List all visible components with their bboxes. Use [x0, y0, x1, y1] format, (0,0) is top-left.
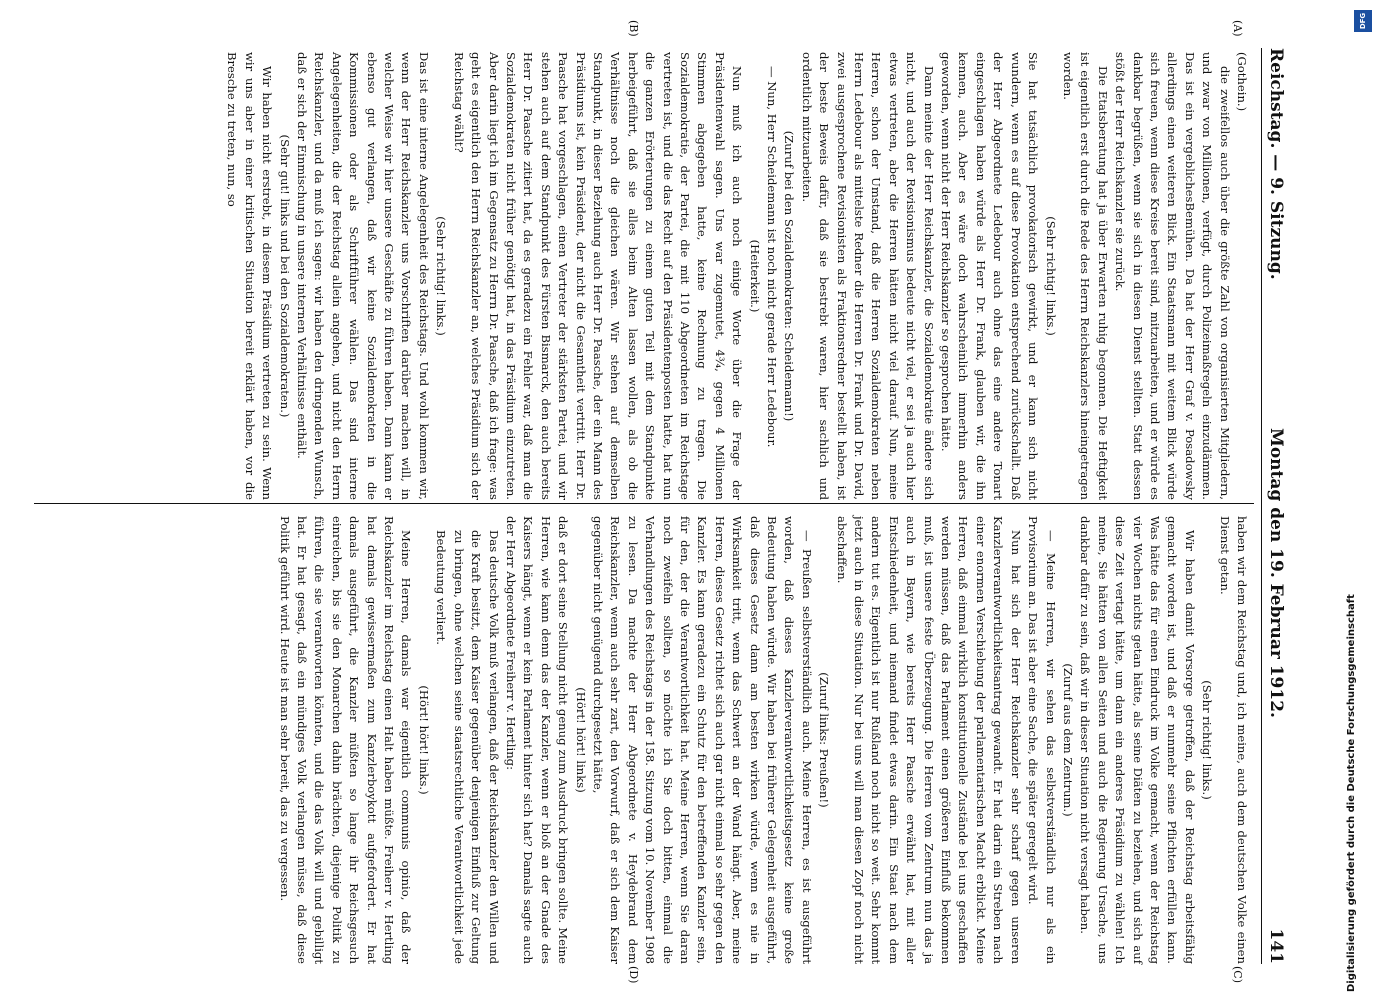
paragraph: (Sehr richtig! links.): [434, 216, 449, 336]
paragraph: Das deutsche Volk muß verlangen, daß der Reichskanzler den Willen und die Kraft besitzt, dem Kaiser gegenüber denjenigen Einfluß zur Geltung zu bringen, ohne welchen seine staatsrechtliche Verantwortlichkeit jede Bedeutung verliert.: [434, 530, 501, 964]
paragraph: daß er dort seine Stellung nicht genug zum Ausdruck bringen sollte. Meine Herren, wie kann denn das der Kanzler, wenn er bloß an der Gnade des Kaisers hängt, wenn er kein Parlament hinter sich hat? Damals sagte auch der Herr Abgeordnete Freiherr v. Hertling:: [503, 516, 571, 964]
paragraph: (Zuruf bei den Sozialdemokraten: Scheidemann!): [782, 130, 797, 422]
paragraph: Meine Herren, damals war eigentlich communis opinio, daß der Reichskanzler im Reichstag einen Halt haben müßte. Freiherr v. Hertling hat damals gewissermaßen zum Kanzlerboykott aufgefordert. Er hat damals ausgeführt, die Kanzler müßten so lange ihr Reichsgesuch einreichen, bis sie den Monarchen dahin brächten, diejenige Politik zu führen, die sie verantworten könnten, und die das Volk will und gebilligt hat. Er hat gesagt, daß ein mündiges Volk verlangen müsse, daß diese Politik geführt wird. Heute ist man sehr bereit, das zu vergessen.: [277, 516, 414, 964]
paragraph: — Meine Herren, wir sehen das selbstverständlich nur als ein Provisorium an. Das ist aber eine Sache, die später geregelt wird.: [1026, 516, 1058, 964]
paragraph: (Sehr gut! links und bei den Sozialdemokraten.): [277, 134, 292, 418]
paragraph: Dann meinte der Herr Reichskanzler, die Sozialdemokratie ändere sich nicht, und auch der Revisionismus bedeute nicht viel, er sei ja auch hier etwas vertreten, aber die Herren hätten nicht viel darauf. Nun, meine Herren, schon der Umstand, daß die Herren Sozialdemokraten neben Herrn Ledebour als mittelste Redner die Herren Dr. Frank und Dr. David, zwei ausgesprochene Revisionisten als Fraktionsredner bestellt haben, ist der beste Beweis dafür, daß sie bestrebt waren, hier sachlich und ordentlich mitzuarbeiten.: [799, 52, 936, 500]
digitization-sidebar: [1340, 0, 1383, 1000]
paragraph: die zweifellos auch über die größte Zahl von organisierten Mitgliedern, und zwar von Millionen, verfügt, durch Polizeimaßregeln einzudämmen. Das ist ein vergeblichesBemühen. Da hat der Herr Graf v. Posadowsky allerdings einen weiteren Blick. Ein Staatsmann mit weitem Blick würde sich freuen, wenn diese Kreise bereit sind, mitzuarbeiten, und er würde es dankbar begrüßen, wenn sie sich in diesen Dienst stellten. Statt dessen stößt der Herr Reichskanzler sie zurück.: [1113, 52, 1232, 500]
paragraph: Die Etatsberatung hat ja über Erwarten ruhig begonnen. Die Heftigkeit ist eigentlich erst durch die Rede des Herrn Reichskanzlers hineingetragen worden.: [1060, 52, 1110, 500]
paragraph: Wir haben damit Vorsorge getroffen, daß der Reichstag arbeitsfähig gemacht worden ist, und daß er nunmehr seine Pflichten erfüllen kann. Was hätte das für einen Eindruck im Volke gemacht, wenn der Reichstag vier Wochen nichts getan hätte, als seine Diäten zu beziehen, und sich auf diese Zeit vertagt hätte, um dann ein anderes Präsidium zu wählen! Ich meine, Sie hätten von allen Seiten und auch die Regierung Ursache, uns dankbar dafür zu sein, daß wir in dieser Situation nicht versagt haben.: [1078, 516, 1197, 964]
text-column-left: [223, 52, 1250, 500]
paragraph: (Hört! hört! links): [573, 687, 588, 793]
paragraph: (Heiterkeit.): [747, 239, 762, 313]
paragraph: Nun hat sich der Herr Reichskanzler sehr scharf gegen unseren Kanzlerverantwortlichkeitsantrag gewandt. Er hat darin ein Streben nach einer enormen Verschiebung der parlamentarischen Macht erblickt. Meine Herren, daß einmal wirklich konstitutionelle Zustände bei uns geschaffen werden müssen, daß das Parlament einen größeren Einfluß bekommen muß, ist unsere feste Überzeugung. Die Herren vom Zentrum nun das ja auch in Bayern, wie bereits Herr Paasche erwähnt hat, mit aller Entschiedenheit, und niemand findet etwas darin. Ein Staat nach dem andern tut es. Eigentlich ist nur Rußland noch nicht so weit. Sehr kommt jetzt auch in diese Situation. Nur bei uns will man diesen Zopf noch nicht abschaffen.: [834, 516, 1023, 964]
digitization-notice: Digitalisierung gefördert durch die Deutsche Forschungsgemeinschaft: [1346, 594, 1357, 992]
paragraph: (Gothein.): [1235, 52, 1249, 112]
header-center: Montag den 19. Februar 1912.: [1266, 428, 1286, 718]
paragraph: Sie hat tatsächlich provokatorisch gewirkt, und er kann sich nicht wundern, wenn es auf diese Provokation entsprechend zurückschallt. Daß der Herr Abgeordnete Ledebour auch ohne das eine andere Tonart eingeschlagen haben würde als Herr Dr. Frank, glauben wir, die ihn kennen, auch. Aber es wäre doch wahrscheinlich immerhin anders geworden, wenn nicht der Herr Reichskanzler so gesprochen hätte.: [939, 52, 1041, 500]
margin-mark-d: (D): [627, 966, 640, 984]
margin-mark-c: (C): [1231, 966, 1244, 983]
paragraph: (Zuruf aus dem Zentrum.): [1060, 663, 1075, 817]
page-number: 141: [1266, 928, 1286, 964]
paragraph: (Zuruf links: Preußen!): [817, 672, 832, 808]
paragraph: haben wir dem Reichstag und, ich meine, auch dem deutschen Volke einen Dienst getan.: [1217, 516, 1249, 964]
paragraph: (Hört! hört! links.): [416, 685, 431, 795]
paragraph: — Preußen selbstverständlich auch. Meine Herren, es ist ausgeführt worden, daß dieses Kanzlerverantwortlichkeitsgesetz keine große Bedeutung haben würde. Wir haben bei früherer Gelegenheit ausgeführt, daß dieses Gesetz dann am besten wirken würde, wenn es nie in Wirksamkeit tritt, wenn das Schwert an der Wand hängt. Aber, meine Herren, dieses Gesetz richtet sich auch gar nicht einmal so sehr gegen den Kanzler. Es kann geradezu ein Schutz für den betreffenden Kanzler sein, für den, der die Verantwortlichkeit hat. Meine Herren, wenn Sie daran noch zweifeln sollten, so möchte ich Sie doch bitten, einmal die Verhandlungen des Reichstags in der 158. Sitzung vom 10. November 1908 zu lesen. Da machte der Herr Abgeordnete v. Heydebrand dem Reichskanzler, wenn auch sehr zart, den Vorwurf, daß er sich dem Kaiser gegenüber nicht genügend durchgesetzt hätte,: [590, 516, 814, 964]
margin-mark-b: (B): [627, 20, 640, 37]
paragraph: (Sehr richtig! links.): [1043, 216, 1058, 336]
text-column-right: [275, 516, 1250, 964]
header-left: Reichstag. — 9. Sitzung.: [1266, 48, 1286, 280]
paragraph: — Nun, Herr Scheidemann ist noch nicht gerade Herr Ledebour.: [765, 66, 780, 448]
dfg-logo: DFG: [1354, 10, 1372, 32]
paragraph: Nun muß ich auch noch einige Worte über die Frage der Präsidentenwahl sagen. Uns war zugemutet, 4¾, gegen 4 Millionen Stimmen abgegeben hatte, keine Rechnung zu tragen. Die Sozialdemokratie, der Partei, die mit 110 Abgeordneten im Reichstage vertreten ist, und die das Recht auf den Präsidentenposten hatte, hat nun die ganzen Erörterungen zu einem guten Teil mit dem Standpunkte herbeigeführt, daß sie alles beim Alten lassen wollen, als ob die Verhältnisse noch die gleichen wären. Wir stehen auf demselben Standpunkt, in dieser Beziehung auch Herr Dr. Paasche, der ein Mann des Präsidiums ist, kein Präsident, der nicht die Gesamtheit vertritt. Herr Dr. Paasche hat vorgeschlagen, einen Vertreter der stärksten Partei, und wir stehen auch auf dem Standpunkt des Fürsten Bismarck, den auch bereits Herr Dr. Paasche zitiert hat, da es geradezu ein Fehler war, daß man die Sozialdemokraten nicht früher genötigt hat, in das Präsidium einzutreten. Aber darin liegt ich im Gegensatz zu Herrn Dr. Paasche, daß ich frage: was geht es eigentlich den Herrn Reichskanzler an, welches Präsidium sich der Reichstag wählt?: [451, 52, 745, 500]
paragraph: (Sehr richtig! links.): [1200, 680, 1215, 800]
paragraph: Das ist eine interne Angelegenheit des Reichstags. Und wohl kommen wir, wenn der Herr Reichskanzler uns Vorschriften darüber machen will, in welcher Weise wir hier unsere Geschäfte zu führen haben. Dann kann er ebenso gut verlangen, daß wir keine Sozialdemokraten in die Kommissionen oder als Schriftführer wählen. Das sind interne Angelegenheiten, die der Reichstag allein angehen, und nicht den Herrn Reichskanzler, und da muß ich sagen: wir haben den dringenden Wunsch, daß er sich der Einmischung in unsere internen Verhältnisse enthält.: [295, 52, 431, 500]
paragraph: Wir haben nicht erstrebt, in diesem Präsidium vertreten zu sein. Wenn wir uns aber in einer kritischen Situation bereit erklärt haben, vor die Bresche zu treten, nun, so: [225, 52, 275, 500]
margin-mark-a: (A): [1231, 20, 1244, 37]
column-divider: [34, 503, 1254, 504]
page-header: [1261, 48, 1288, 964]
